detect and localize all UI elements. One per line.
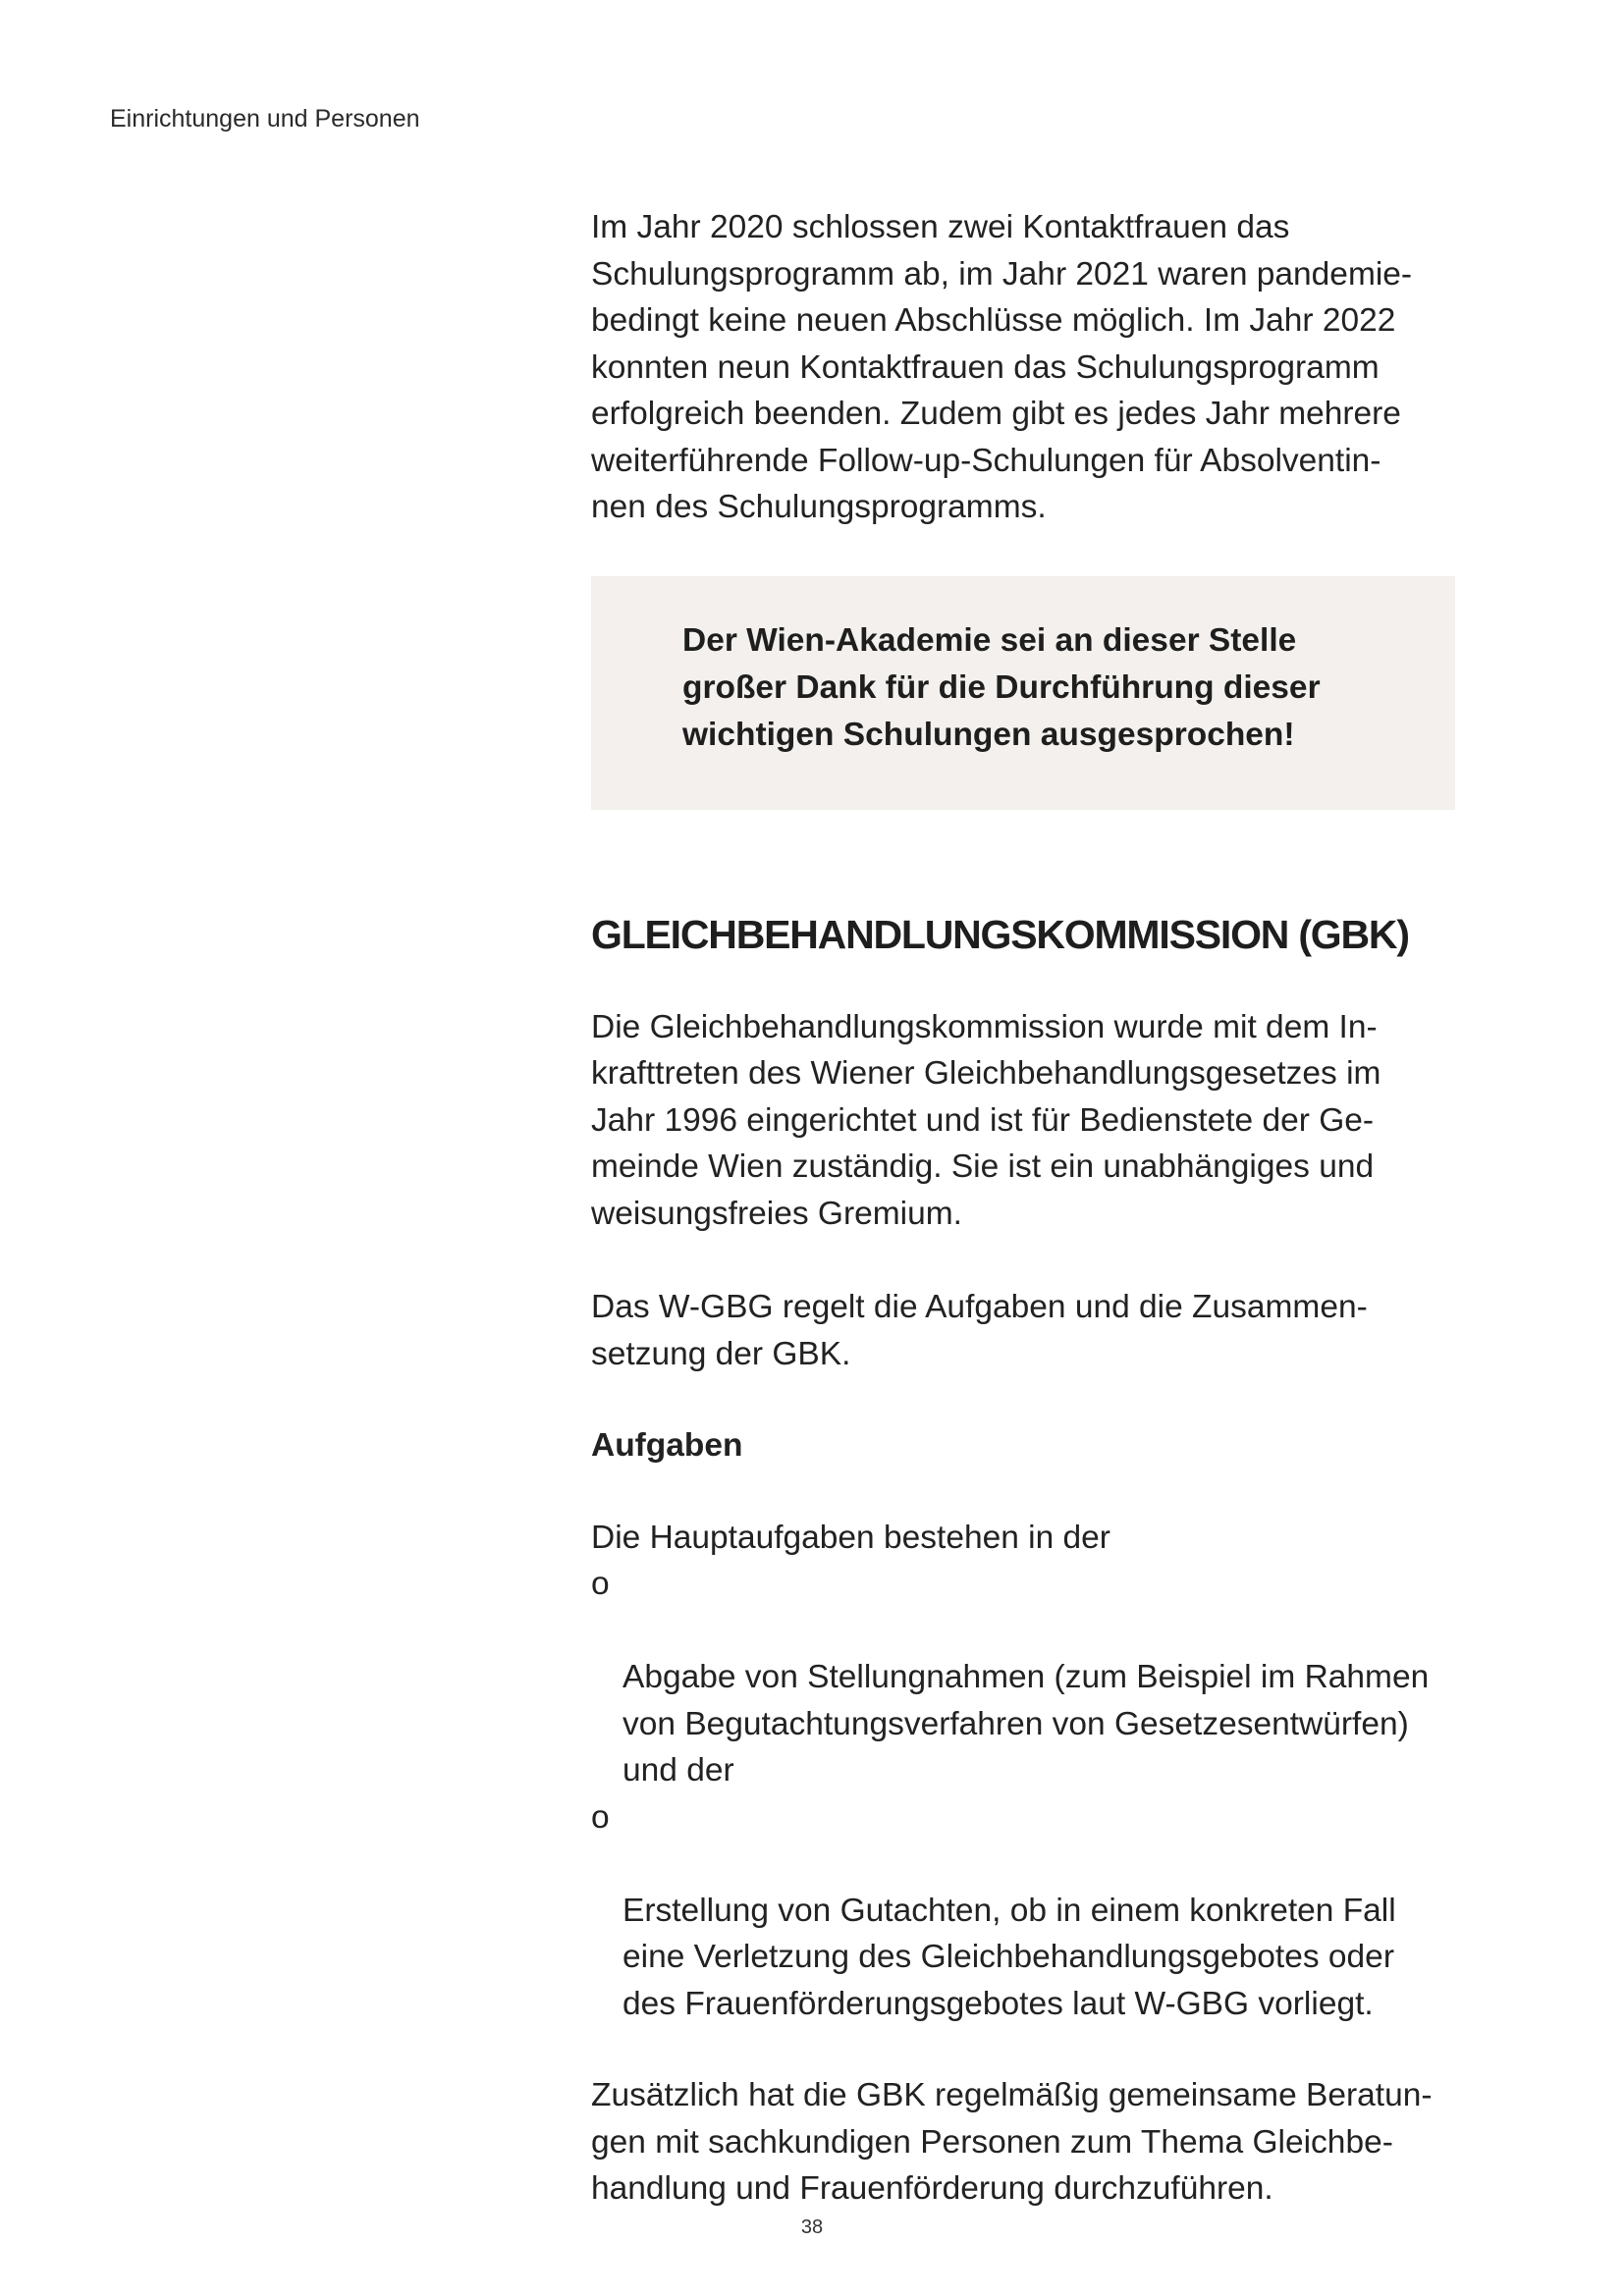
section-title: GLEICHBEHANDLUNGSKOMMISSION (GBK) bbox=[591, 911, 1409, 957]
callout-text: Der Wien-Akademie sei an dieser Stelle großer Dank für die Durchführung dieser wichtigen Schulungen ausgesprochen! bbox=[682, 621, 1321, 753]
list-item-text: Abgabe von Stellungnahmen (zum Beispiel im Rahmen von Begutachtungsverfahren von Gesetzesentwürfen) und der bbox=[623, 1659, 1430, 1789]
list-item bbox=[591, 1561, 1455, 1794]
list-item bbox=[591, 1794, 1455, 2028]
page-number: 38 bbox=[800, 2216, 824, 2238]
bullet-marker-icon: o bbox=[591, 1798, 610, 1836]
bullet-marker-icon: o bbox=[591, 1566, 610, 1602]
additional-paragraph: Zusätzlich hat die GBK regelmäßig gemeinsame Beratun- gen mit sachkundigen Personen zum Thema Gleichbe- handlung und Frauenförderung durchzuführen. bbox=[591, 2077, 1433, 2207]
list-item-text: Erstellung von Gutachten, ob in einem konkreten Fall eine Verletzung des Gleichbehandlungsgebotes oder des Frauenförderungsgebotes laut W-GBG vorliegt. bbox=[623, 1892, 1396, 2022]
subheading-aufgaben: Aufgaben bbox=[591, 1427, 743, 1464]
gbk-paragraph-1: Die Gleichbehandlungskommission wurde mit dem In- krafttreten des Wiener Gleichbehandlungsgesetzes im Jahr 1996 eingerichtet und ist für Bedienstete der Ge- meinde Wien zuständig. Sie ist ein unabhängiges und weisungsfreies Gremium. bbox=[591, 1008, 1381, 1232]
callout-box bbox=[591, 576, 1455, 810]
tasks-list bbox=[591, 1561, 1455, 2027]
gbk-paragraph-2: Das W-GBG regelt die Aufgaben und die Zusammen- setzung der GBK. bbox=[591, 1289, 1368, 1372]
main-column bbox=[591, 204, 1455, 2213]
tasks-intro: Die Hauptaufgaben bestehen in der bbox=[591, 1519, 1110, 1556]
intro-paragraph: Im Jahr 2020 schlossen zwei Kontaktfrauen das Schulungsprogramm ab, im Jahr 2021 waren pandemie- bedingt keine neuen Abschlüsse möglich. Im Jahr 2022 konnten neun Kontaktfrauen das Schulungsprogramm erfolgreich beenden. Zudem gibt es jedes Jahr mehrere weiterführende Follow-up-Schulungen für Absolventin- nen des Schulungsprogramms. bbox=[591, 209, 1413, 525]
running-header: Einrichtungen und Personen bbox=[110, 105, 420, 133]
